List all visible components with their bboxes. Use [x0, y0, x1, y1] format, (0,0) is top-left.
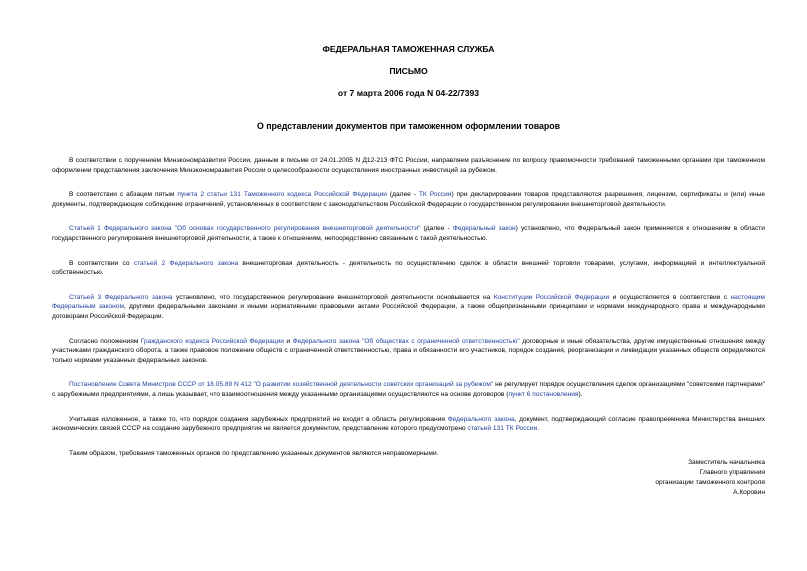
signature-line-division: организации таможенного контроля	[655, 479, 765, 486]
document-link[interactable]: Федерального закона "Об обществах с ограниченной ответственностью"	[292, 337, 520, 345]
paragraph	[52, 293, 765, 322]
paragraph	[52, 415, 765, 434]
paragraph-text: Таким образом, требования таможенных органов по представлению указанных документов являются неправомерными.	[69, 449, 439, 457]
paragraph-text: не регулирует порядок осуществления сделок организациями "советскими партнерами" с зарубежными предприятиями, а лишь указывает, что взаимоотношения между указанными организациями осуществляются на основе договоров (	[52, 381, 765, 398]
document-link[interactable]: Гражданского кодекса Российской Федерации	[140, 337, 284, 345]
paragraph-text: В соответствии с абзацем пятым	[69, 191, 178, 199]
paragraph-text: ) при декларировании товаров представляются разрешения, лицензии, сертификаты и (или) иные документы, подтверждающие соблюдение ограничений, установленных в соответствии с законодательством Российской Федерации о государственном регулировании внешнеторговой деятельности.	[52, 191, 766, 208]
paragraph-text: .	[537, 425, 540, 433]
document-link[interactable]: Федерального закона	[447, 415, 515, 423]
document-link[interactable]: статьей 2 Федерального закона	[133, 259, 239, 267]
paragraph	[52, 156, 765, 175]
document-body	[52, 156, 765, 458]
paragraph	[52, 224, 765, 243]
signature-line-department: Главного управления	[699, 469, 765, 476]
document-link[interactable]: Федерального закона	[104, 293, 173, 301]
document-link[interactable]: пункт 6 постановления	[508, 390, 579, 398]
organization-title: ФЕДЕРАЛЬНАЯ ТАМОЖЕННАЯ СЛУЖБА	[322, 44, 495, 54]
paragraph	[52, 380, 765, 399]
document-link[interactable]: статьей 131 ТК России	[467, 425, 538, 433]
paragraph-text: , другими федеральными законами и иными нормативными правовыми актами Российской Федерации, а также общепризнанными принципами и нормами международного права и международными договорами Российской Федерации.	[52, 303, 765, 320]
document-date-number: от 7 марта 2006 года N 04-22/7393	[337, 88, 480, 98]
signature-line-position: Заместитель начальника	[688, 459, 765, 466]
paragraph	[52, 337, 765, 366]
document-link[interactable]: Постановление Совета Министров СССР от 18.05.89 N 412 "О развитии хозяйственной деятельности советских организаций за рубежом"	[69, 381, 494, 389]
paragraph	[52, 449, 765, 459]
document-kind: ПИСЬМО	[389, 66, 428, 76]
document-link[interactable]: пункта 2 статьи 131 Таможенного кодекса Российской Федерации	[177, 191, 387, 199]
paragraph-text: В соответствии с поручением Минэкономразвития России, данным в письме от 24.01.2005 N Д12-213 ФТС России, направляем разъяснение по вопросу правомочности требований таможенными органами при таможенном оформлении представления заключения Минэкономразвития России о целесообразности осуществления иностранных инвестиций за рубежом.	[52, 157, 765, 174]
paragraph-text: Учитывая изложенное, а также то, что порядок создания зарубежных предприятий не входит в область регулирования	[69, 415, 448, 423]
paragraph	[52, 259, 765, 278]
paragraph-text: В соответствии со	[69, 259, 134, 267]
paragraph-text: (далее -	[386, 191, 419, 199]
document-link[interactable]: Конституции Российской Федерации	[493, 293, 610, 301]
signature-line-name: А.Коровин	[733, 489, 765, 496]
document-link[interactable]: Федерального закона "Об основах государственного регулирования внешнеторговой деятельности"	[103, 225, 421, 233]
paragraph	[52, 190, 765, 209]
document-link[interactable]: Статьей 3	[69, 293, 102, 301]
paragraph-text: и осуществляется в соответствии с	[609, 293, 731, 301]
document-link[interactable]: Статьей 1	[69, 225, 101, 233]
document-link[interactable]: Федеральный закон	[452, 225, 516, 233]
signature-block	[655, 458, 765, 498]
paragraph-text: установлено, что государственное регулирование внешнеторговой деятельности основывается на	[172, 293, 494, 301]
document-link[interactable]: ТК России	[418, 191, 452, 199]
paragraph-text: Согласно положениям	[69, 337, 141, 345]
paragraph-text: ).	[578, 390, 583, 398]
paragraph-text: и	[283, 337, 293, 345]
paragraph-text: договорные и иные обязательства, другие имущественные отношения между участниками гражданского оборота, а также правовое положение обществ с ограниченной ответственностью, права и обязанности его участников, порядок создания, реорганизации и ликвидации указанных обществ определяются только нормами указанных федеральных законов.	[52, 337, 766, 364]
paragraph-text: ) установлено, что Федеральный закон применяется к отношениям в области государственного регулирования внешнеторговой деятельности, а также к отношениям, непосредственно связанным с такой деятельностью.	[52, 225, 765, 242]
paragraph-text: (далее -	[420, 225, 453, 233]
document-subject: О представлении документов при таможенном оформлении товаров	[256, 121, 561, 131]
paragraph-text: , документ, подтверждающий согласие правопреемника Министерства внешних экономических связей СССР на создание зарубежного предприятия не является документом, представление которого предусмотрено	[52, 415, 766, 433]
paragraph-text: внешнеторговая деятельность - деятельность по осуществлению сделок в области внешней торговли товарами, услугами, информацией и интеллектуальной собственностью.	[52, 259, 766, 277]
document-link[interactable]: настоящим Федеральным законом	[52, 293, 765, 311]
